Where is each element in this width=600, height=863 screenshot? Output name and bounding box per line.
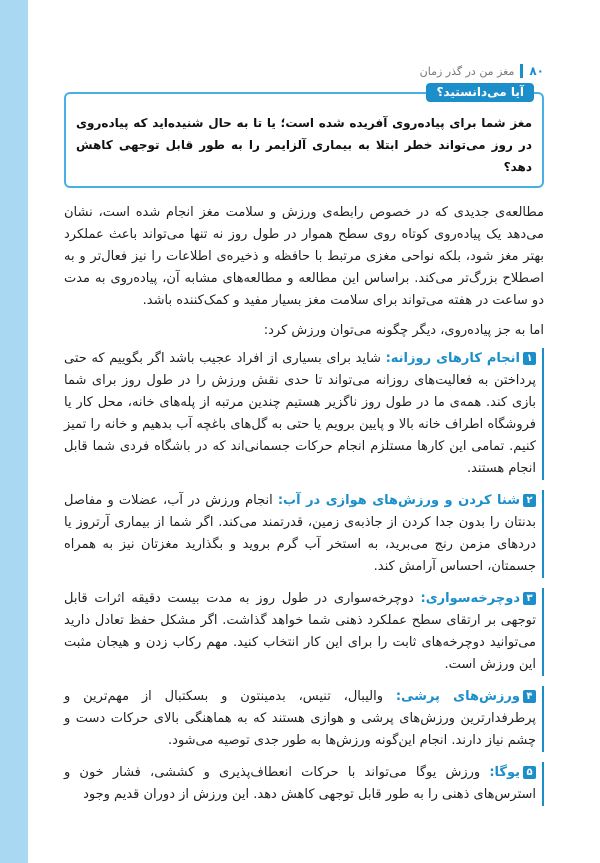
item-number-badge: ۳ (523, 592, 536, 605)
exercise-title: ورزش‌های پرشی: (395, 689, 520, 704)
header-divider (520, 64, 523, 78)
did-you-know-label: آیا می‌دانستید؟ (426, 83, 534, 102)
page-number: ۸۰ (529, 64, 544, 78)
exercise-item-daily-tasks (64, 348, 544, 480)
exercise-item-jumping-sports (64, 686, 544, 752)
item-number-badge: ۴ (523, 690, 536, 703)
page-content (64, 64, 544, 816)
exercise-title: انجام کارهای روزانه: (385, 351, 520, 366)
exercise-text: دوچرخه‌سواری در طول روز به مدت بیست دقیقه اثرات قابل توجهی بر ارتقای سطح عملکرد ذهنی شما خواهد گذاشت. اگر مشکل حفظ تعادل دارید می‌توانید دوچرخه‌های ثابت را برای این کار انتخاب کنید. مهم رکاب زدن و هیجان مثبت این ورزش است. (64, 591, 536, 672)
exercise-item-swimming (64, 490, 544, 578)
page-header (64, 64, 544, 78)
exercise-title: شنا کردن و ورزش‌های هوازی در آب: (277, 493, 520, 508)
exercise-title: یوگا: (489, 765, 521, 780)
did-you-know-text: مغز شما برای پیاده‌روی آفریده شده است؛ یا تا به حال شنیده‌اید که پیاده‌روی در روز می‌تواند خطر ابتلا به بیماری آلزایمر را به طور قابل توجهی کاهش دهد؟ (76, 116, 532, 174)
item-number-badge: ۵ (523, 766, 536, 779)
exercise-text: شاید برای بسیاری از افراد عجیب باشد اگر بگوییم که حتی پرداختن به فعالیت‌های روزانه می‌تواند تا حدی نقش ورزش را در طول روز برای شما بازی کند. همه‌ی ما در طول روز ناگزیر هستیم چندین مرتبه از پله‌های خانه، محل کار یا فروشگاه اطراف خانه بالا و پایین برویم یا حتی به گل‌های باغچه آب بدهیم و خانه را تمیز کنیم. تمامی این کارها مستلزم انجام حرکات جسمانی‌اند که در باشگاه فردی شما قابل انجام هستند. (64, 351, 536, 476)
exercise-title: دوچرخه‌سواری: (420, 591, 520, 606)
exercise-text: والیبال، تنیس، بدمینتون و بسکتبال از مهم‌ترین و پرطرفدارترین ورزش‌های پرشی و هوازی هستند که به هماهنگی بالای حرکات دست و چشم نیاز دارند. انجام این‌گونه ورزش‌ها به طور جدی توصیه می‌شود. (64, 689, 536, 748)
item-number-badge: ۲ (523, 494, 536, 507)
exercise-item-cycling (64, 588, 544, 676)
page-edge-strip (0, 0, 28, 863)
book-title: مغز من در گذر زمان (419, 64, 515, 78)
exercise-item-yoga (64, 762, 544, 806)
did-you-know-box (64, 85, 544, 188)
intro-paragraph: مطالعه‌ی جدیدی که در خصوص رابطه‌ی ورزش و سلامت مغز انجام شده است، نشان می‌دهد یک پیاده‌روی کوتاه روی سطح هموار در طول روز نه تنها می‌تواند باعث عملکرد بهتر مغز شود، بلکه نواحی مغزی مرتبط با حافظه و ذخیره‌ی اطلاعات را نیز فعال‌تر و به اصطلاح بزرگ‌تر می‌کند. براساس این مطالعه و مطالعه‌های مشابه آن، پیاده‌روی به مدت دو ساعت در هفته می‌تواند برای سلامت مغز بسیار مفید و کمک‌کننده باشد. (64, 205, 544, 308)
intro-question: اما به جز پیاده‌روی، دیگر چگونه می‌توان ورزش کرد: (263, 323, 544, 338)
item-number-badge: ۱ (523, 352, 536, 365)
exercise-text: انجام ورزش در آب، عضلات و مفاصل بدنتان را بدون جدا کردن از جاذبه‌ی زمین، قدرتمند می‌کند. اگر شما از بیماری آرتروز یا دردهای مزمن رنج می‌برید، به استخر آب گرم بروید و بگذارید مغزتان نیز به همراه جسمتان، احساس آرامش کند. (64, 493, 536, 574)
exercise-text: ورزش یوگا می‌تواند با حرکات انعطاف‌پذیری و کششی، فشار خون و استرس‌های ذهنی را به طور قابل توجهی کاهش دهد. این ورزش از دوران قدیم وجود (64, 765, 536, 802)
